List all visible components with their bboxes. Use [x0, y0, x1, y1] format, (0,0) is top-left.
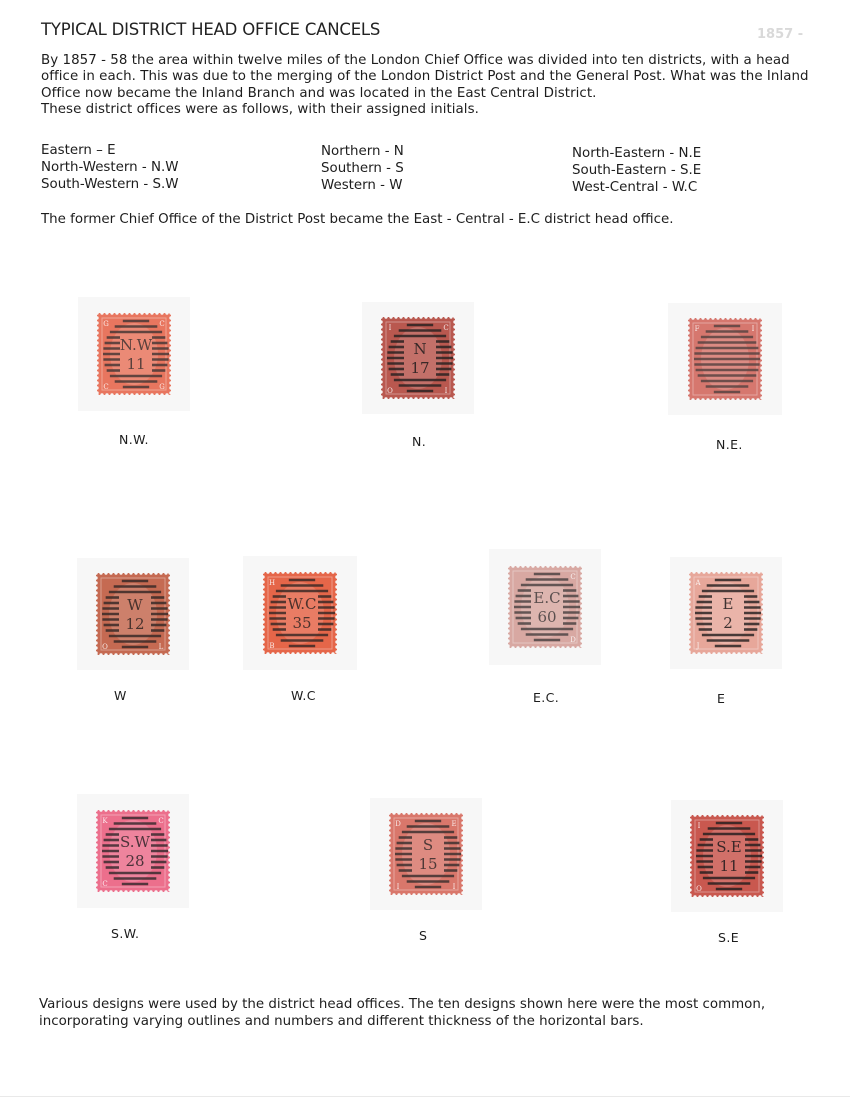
- district-entry: West-Central - W.C: [572, 180, 698, 195]
- stamp-label: E.C.: [533, 690, 560, 705]
- district-entry: South-Western - S.W: [41, 177, 179, 192]
- cancel-number: 12: [125, 615, 145, 633]
- cancel-number: 2: [723, 614, 733, 632]
- district-entry: Western - W: [321, 178, 403, 193]
- svg-text:I: I: [396, 883, 400, 891]
- stamp-w: [77, 558, 189, 670]
- svg-text:I: I: [444, 387, 448, 395]
- stamp-label: S.W.: [111, 926, 140, 941]
- svg-text:K: K: [102, 817, 108, 825]
- stamp-label: S: [419, 928, 428, 943]
- year-heading: 1857 -: [757, 27, 804, 42]
- district-entry: Southern - S: [321, 161, 404, 176]
- stamp-e: [670, 557, 782, 669]
- svg-text:J: J: [696, 642, 700, 650]
- stamp-ec: [489, 549, 601, 665]
- svg-text:F: F: [694, 325, 700, 333]
- cancel-number: 15: [418, 855, 438, 873]
- svg-text:D: D: [570, 636, 576, 644]
- cancel-number: 60: [537, 608, 557, 626]
- svg-text:I: I: [388, 324, 392, 332]
- svg-text:I: I: [452, 883, 456, 891]
- stamp-image: [489, 549, 601, 665]
- cancel-initials: N: [413, 340, 427, 358]
- svg-text:O: O: [696, 885, 702, 893]
- cancel-number: 35: [292, 614, 312, 632]
- stamp-nw: [78, 297, 190, 411]
- stamp-image: [670, 557, 782, 669]
- cancel-initials: S.E: [716, 838, 742, 856]
- stamp-sw: [77, 794, 189, 908]
- stamp-label: N.: [412, 434, 427, 449]
- stamp-label: W: [114, 688, 127, 703]
- district-entry: North-Western - N.W: [41, 160, 179, 175]
- cancel-initials: W.C: [287, 595, 317, 613]
- cancel-initials: E: [722, 595, 734, 613]
- svg-text:C: C: [158, 817, 164, 825]
- svg-text:I: I: [697, 822, 701, 830]
- cancel-number: 28: [125, 852, 145, 870]
- stamp-label: E: [717, 691, 726, 706]
- district-entry: Northern - N: [321, 144, 404, 159]
- svg-text:O: O: [387, 387, 393, 395]
- cancel-number: 11: [126, 355, 146, 373]
- svg-text:G: G: [103, 320, 109, 328]
- stamp-image: [243, 556, 357, 670]
- district-entry: Eastern – E: [41, 143, 116, 158]
- footer-paragraph: Various designs were used by the district head offices. The ten designs shown here were the most common, incorporating varying outlines and numbers and different thickness of the horizontal bars.: [39, 997, 766, 1029]
- svg-text:H: H: [268, 579, 276, 587]
- svg-text:E: E: [451, 820, 457, 828]
- stamp-s: [370, 798, 482, 910]
- intro-paragraph: By 1857 - 58 the area within twelve miles of the London Chief Office was divided into ten districts, with a head office in each. This was due to the merging of the London District Post and the General Post. What was the Inland Office now became the Inland Branch and was located in the East Central District.: [41, 53, 809, 101]
- cancel-initials: E.C: [533, 589, 561, 607]
- stamp-ne: [668, 303, 782, 415]
- stamp-image: [671, 800, 783, 912]
- stamp-image: [362, 302, 474, 414]
- svg-text:C: C: [103, 383, 109, 391]
- stamp-n: [362, 302, 474, 414]
- intro-paragraph: These district offices were as follows, with their assigned initials.: [41, 101, 479, 117]
- districts-column-3: [572, 145, 701, 196]
- stamp-se: [671, 800, 783, 912]
- svg-text:I: I: [751, 325, 755, 333]
- cancel-initials: W: [127, 596, 143, 614]
- svg-text:C: C: [159, 320, 165, 328]
- svg-text:C: C: [102, 880, 108, 888]
- cancel-number: 17: [410, 359, 430, 377]
- svg-text:G: G: [159, 383, 165, 391]
- cancel-initials: S.W: [120, 833, 150, 851]
- stamp-image: [78, 297, 190, 411]
- stamp-label: N.E.: [716, 437, 743, 452]
- page-title: TYPICAL DISTRICT HEAD OFFICE CANCELS: [41, 20, 381, 39]
- svg-text:C: C: [570, 573, 576, 581]
- districts-column-2: [321, 143, 404, 194]
- stamp-label: S.E: [718, 930, 740, 945]
- district-entry: North-Eastern - N.E: [572, 146, 702, 161]
- page-bottom-rule: [0, 1096, 850, 1097]
- districts-column-1: [41, 142, 179, 193]
- former-office-text: The former Chief Office of the District Post became the East - Central - E.C district head office.: [41, 212, 674, 227]
- stamp-image: [668, 303, 782, 415]
- svg-text:D: D: [395, 820, 401, 828]
- svg-text:A: A: [695, 579, 701, 587]
- svg-text:L: L: [158, 643, 164, 651]
- stamp-image: [77, 794, 189, 908]
- stamp-image: [77, 558, 189, 670]
- intro-text: [41, 53, 811, 118]
- svg-text:B: B: [269, 642, 275, 650]
- svg-text:C: C: [443, 324, 449, 332]
- stamp-wc: [243, 556, 357, 670]
- svg-text:O: O: [102, 643, 108, 651]
- footer-text: [39, 996, 819, 1030]
- cancel-number: 11: [719, 857, 739, 875]
- stamp-label: W.C: [291, 688, 316, 703]
- district-entry: South-Eastern - S.E: [572, 163, 702, 178]
- cancel-initials: N.W: [119, 336, 153, 354]
- stamp-label: N.W.: [119, 432, 149, 447]
- stamp-image: [370, 798, 482, 910]
- cancel-initials: S: [422, 836, 434, 854]
